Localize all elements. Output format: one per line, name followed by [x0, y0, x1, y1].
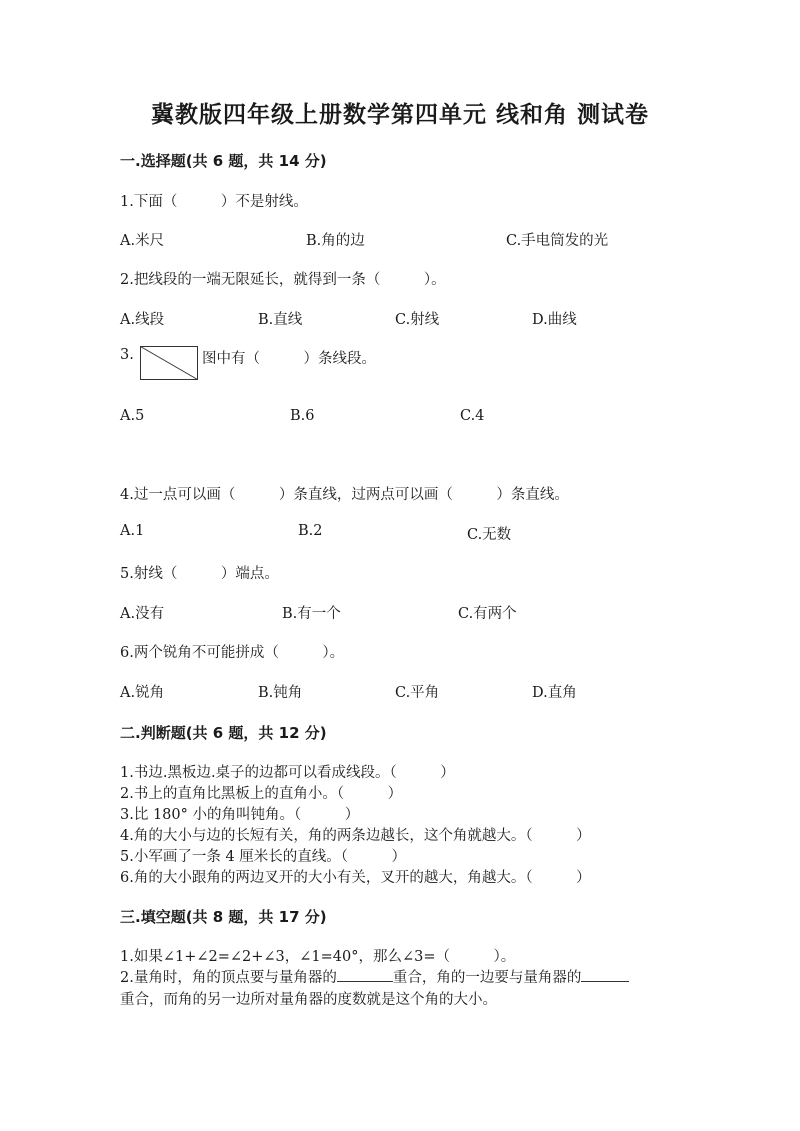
option: B.6 [290, 408, 315, 424]
fill-text: 重合，角的一边要与量角器的 [392, 970, 582, 986]
option: A.锐角 [120, 685, 165, 701]
judgement-item: 1.书边.黑板边.桌子的边都可以看成线段。（ ） [120, 765, 455, 781]
question-text: 6.两个锐角不可能拼成（ ）。 [120, 645, 345, 661]
option: D.曲线 [532, 312, 577, 328]
option: C.无数 [467, 527, 512, 543]
section-heading-judgement: 二.判断题(共 6 题，共 12 分) [120, 724, 327, 742]
option: B.直线 [258, 312, 303, 328]
fill-item: 1.如果∠1+∠2=∠2+∠3，∠1=40°，那么∠3=（ ）。 [120, 949, 516, 965]
option: C.4 [460, 408, 485, 424]
section-heading-choice: 一.选择题(共 6 题，共 14 分) [120, 152, 327, 170]
page-title: 冀教版四年级上册数学第四单元 线和角 测试卷 [150, 102, 649, 128]
judgement-item: 4.角的大小与边的长短有关，角的两条边越长，这个角就越大。（ ） [120, 828, 591, 844]
judgement-item: 3.比 180° 小的角叫钝角。（ ） [120, 807, 360, 823]
answer-blank[interactable] [337, 967, 393, 982]
option: B.2 [298, 523, 323, 539]
question-number: 3. [120, 347, 134, 363]
question-text: 5.射线（ ）端点。 [120, 566, 279, 582]
fill-text: 2.量角时，角的顶点要与量角器的 [120, 970, 337, 986]
option: A.1 [120, 523, 145, 539]
option: D.直角 [532, 685, 577, 701]
fill-item [120, 966, 629, 987]
question-text: 图中有（ ）条线段。 [202, 351, 376, 367]
judgement-item: 5.小军画了一条 4 厘米长的直线。（ ） [120, 849, 407, 865]
option: C.有两个 [458, 606, 517, 622]
option: C.射线 [395, 312, 440, 328]
option: C.平角 [395, 685, 440, 701]
option: A.没有 [120, 606, 165, 622]
option: A.米尺 [120, 233, 165, 249]
question-text: 2.把线段的一端无限延长，就得到一条（ ）。 [120, 272, 446, 288]
option: B.角的边 [306, 233, 365, 249]
rectangle-with-diagonal-icon [140, 346, 198, 380]
fill-item: 重合，而角的另一边所对量角器的度数就是这个角的大小。 [120, 992, 497, 1008]
option: C.手电筒发的光 [506, 233, 609, 249]
question-text: 4.过一点可以画（ ）条直线，过两点可以画（ ）条直线。 [120, 487, 569, 503]
option: B.有一个 [282, 606, 341, 622]
answer-blank[interactable] [581, 967, 629, 982]
judgement-item: 2.书上的直角比黑板上的直角小。（ ） [120, 786, 403, 802]
option: B.钝角 [258, 685, 303, 701]
section-heading-fill-in: 三.填空题(共 8 题，共 17 分) [120, 908, 327, 926]
judgement-item: 6.角的大小跟角的两边叉开的大小有关，叉开的越大，角越大。（ ） [120, 870, 591, 886]
option: A.5 [120, 408, 145, 424]
option: A.线段 [120, 312, 165, 328]
question-text: 1.下面（ ）不是射线。 [120, 194, 308, 210]
